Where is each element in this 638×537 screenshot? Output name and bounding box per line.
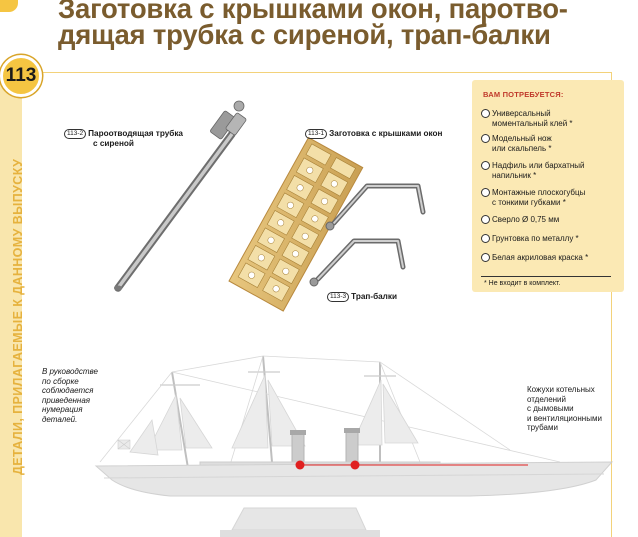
part-label-steam-pipe: 113-2 Пароотводящая трубка с сиреной <box>64 129 183 149</box>
part-label-window-fret: 113-1 Заготовка с крышками окон <box>305 129 443 139</box>
footnote: * Не входит в комплект. <box>484 280 561 287</box>
part-code-badge: 113-1 <box>305 129 327 139</box>
title-line-2: дящая трубка с сиреной, трап-балки <box>58 19 551 50</box>
marker-dot <box>296 461 305 470</box>
required-item: Модельный нож или скальпель * <box>481 134 552 153</box>
issue-number-badge: 113 <box>0 55 42 97</box>
title-line-1: Заготовка с крышками окон, паротво- <box>58 0 568 24</box>
required-item: Сверло Ø 0,75 мм <box>481 215 559 225</box>
part-label-davits: 113-3 Трап-балки <box>327 292 397 302</box>
required-item: Универсальный моментальный клей * <box>481 109 573 128</box>
side-caption: ДЕТАЛИ, ПРИЛАГАЕМЫЕ К ДАННОМУ ВЫПУСКУ <box>11 158 25 475</box>
required-item: Белая акриловая краска * <box>481 253 588 263</box>
required-tools-title: ВАМ ПОТРЕБУЕТСЯ: <box>483 90 564 99</box>
part-code-badge: 113-2 <box>64 129 86 139</box>
funnel-callout-note: Кожухи котельных отделений с дымовыми и вентиляционными трубами <box>527 385 602 432</box>
marker-dot <box>351 461 360 470</box>
required-item: Грунтовка по металлу * <box>481 234 579 244</box>
part-code-badge: 113-3 <box>327 292 349 302</box>
required-item: Монтажные плоскогубцы с тонкими губками * <box>481 188 585 207</box>
required-item: Надфиль или бархатный напильник * <box>481 161 585 180</box>
numbering-note: В руководстве по сборке соблюдается приведенная нумерация деталей. <box>42 367 98 424</box>
